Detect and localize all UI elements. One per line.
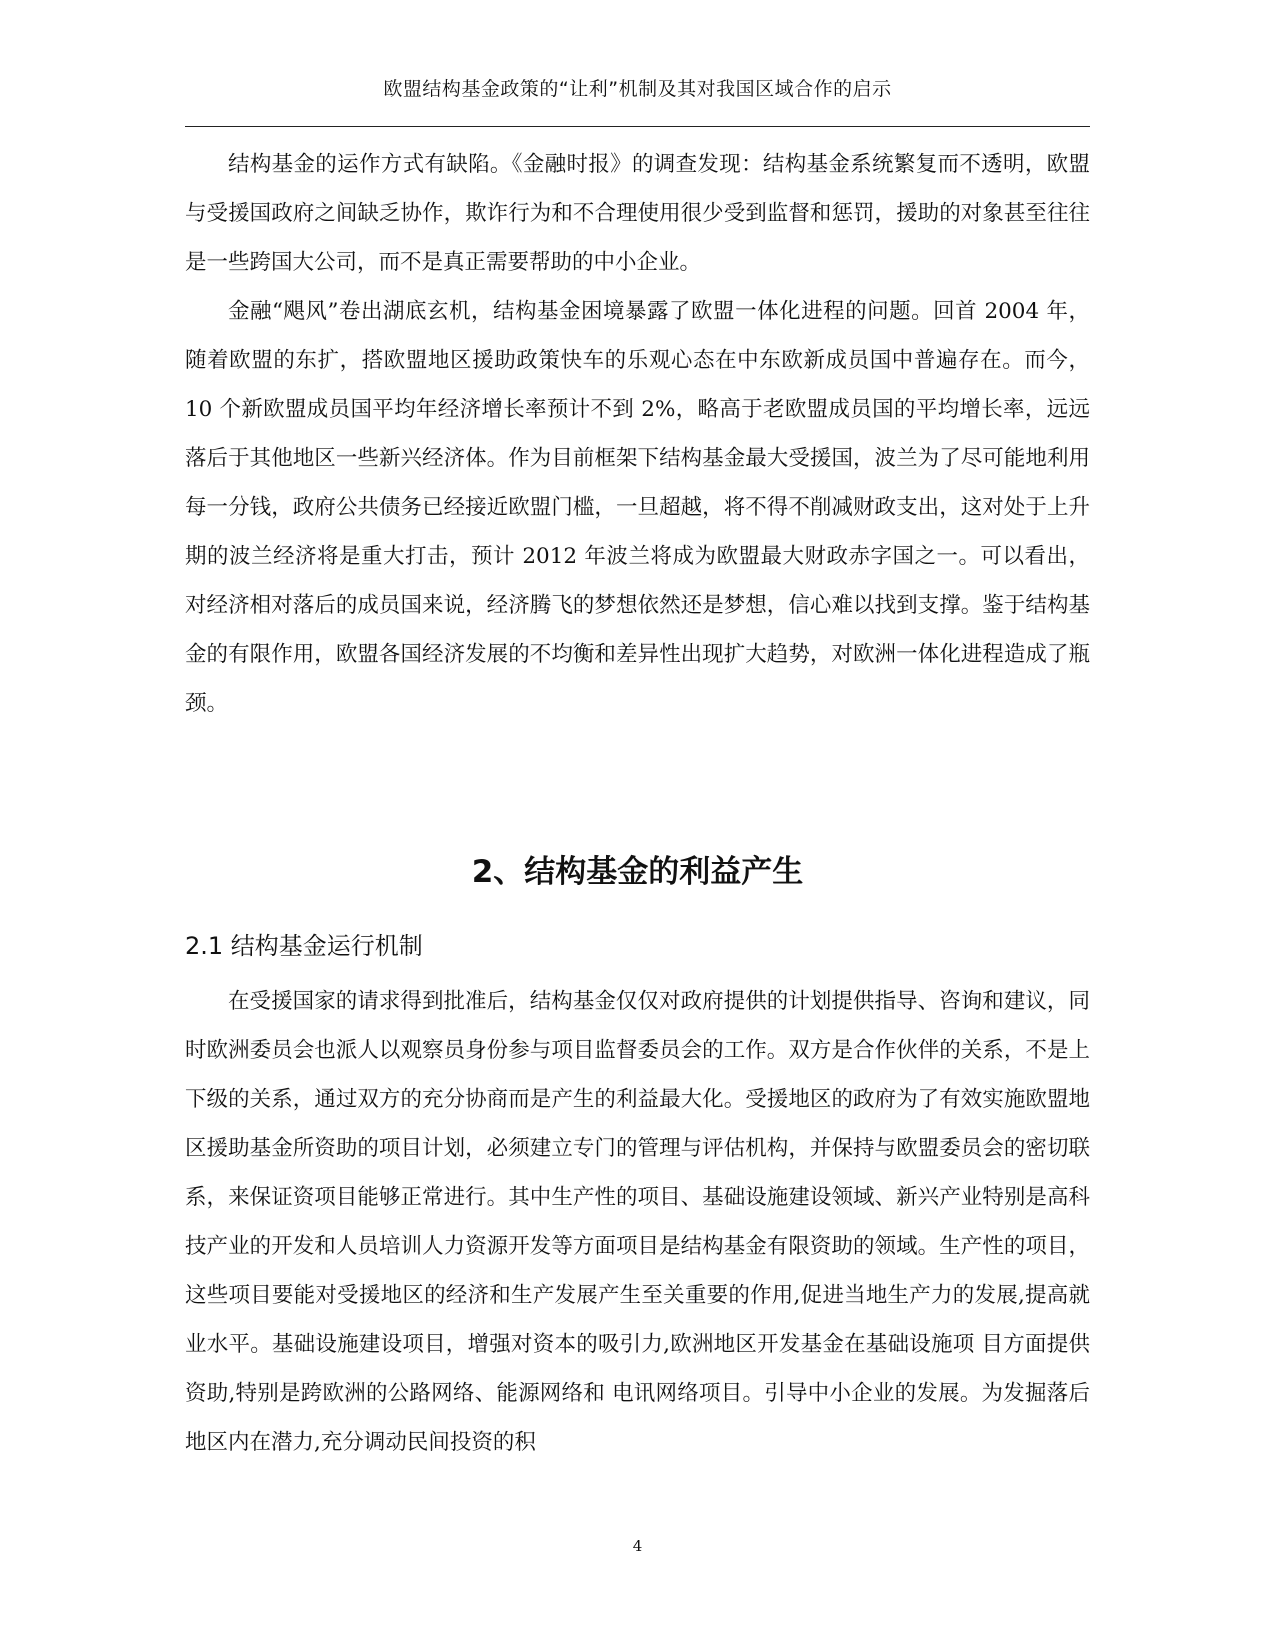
section-title: 2、结构基金的利益产生 xyxy=(471,854,804,890)
running-header: 欧盟结构基金政策的“让利”机制及其对我国区域合作的启示 xyxy=(383,78,892,100)
body-paragraph: 在受援国家的请求得到批准后，结构基金仅仅对政府提供的计划提供指导、咨询和建议，同时欧洲委员会也派人以观察员身份参与项目监督委员会的工作。双方是合作伙伴的关系，不是上下级的关系，通过双方的充分协商而是产生的利益最大化。受援地区的政府为了有效实施欧盟地区援助基金所资助的项目计划，必须建立专门的管理与评估机构，并保持与欧盟委员会的密切联系，来保证资项目能够正常进行。其中生产性的项目、基础设施建设领域、新兴产业特别是高科技产业的开发和人员培训人力资源开发等方面项目是结构基金有限资助的领域。生产性的项目，这些项目要能对受援地区的经济和生产发展产生至关重要的作用,促进当地生产力的发展,提高就业水平。基础设施建设项目，增强对资本的吸引力,欧洲地区开发基金在基础设施项 目方面提供资助,特别是跨欧洲的公路网络、能源网络和 电讯网络项目。引导中小企业的发展。为发掘落后地区内在潜力,充分调动民间投资的积 xyxy=(185,989,1090,1455)
body-paragraph: 结构基金的运作方式有缺陷。《金融时报》的调查发现：结构基金系统繁复而不透明，欧盟与受援国政府之间缺乏协作，欺诈行为和不合理使用很少受到监督和惩罚，援助的对象甚至往往是一些跨国大公司，而不是真正需要帮助的中小企业。 xyxy=(185,152,1090,275)
header-divider xyxy=(185,126,1090,127)
page-number: 4 xyxy=(632,1537,643,1555)
body-paragraph: 金融“飓风”卷出湖底玄机，结构基金困境暴露了欧盟一体化进程的问题。回首 2004 年，随着欧盟的东扩，搭欧盟地区援助政策快车的乐观心态在中东欧新成员国中普遍存在。而今，10 个新欧盟成员国平均年经济增长率预计不到 2%，略高于老欧盟成员国的平均增长率，远远落后于其他地区一些新兴经济体。作为目前框架下结构基金最大受援国，波兰为了尽可能地利用每一分钱，政府公共债务已经接近欧盟门槛，一旦超越，将不得不削减财政支出，这对处于上升期的波兰经济将是重大打击，预计 2012 年波兰将成为欧盟最大财政赤字国之一。可以看出，对经济相对落后的成员国来说，经济腾飞的梦想依然还是梦想，信心难以找到支撑。鉴于结构基金的有限作用，欧盟各国经济发展的不均衡和差异性出现扩大趋势，对欧洲一体化进程造成了瓶颈。 xyxy=(185,299,1090,716)
subsection-title: 2.1 结构基金运行机制 xyxy=(185,932,423,960)
